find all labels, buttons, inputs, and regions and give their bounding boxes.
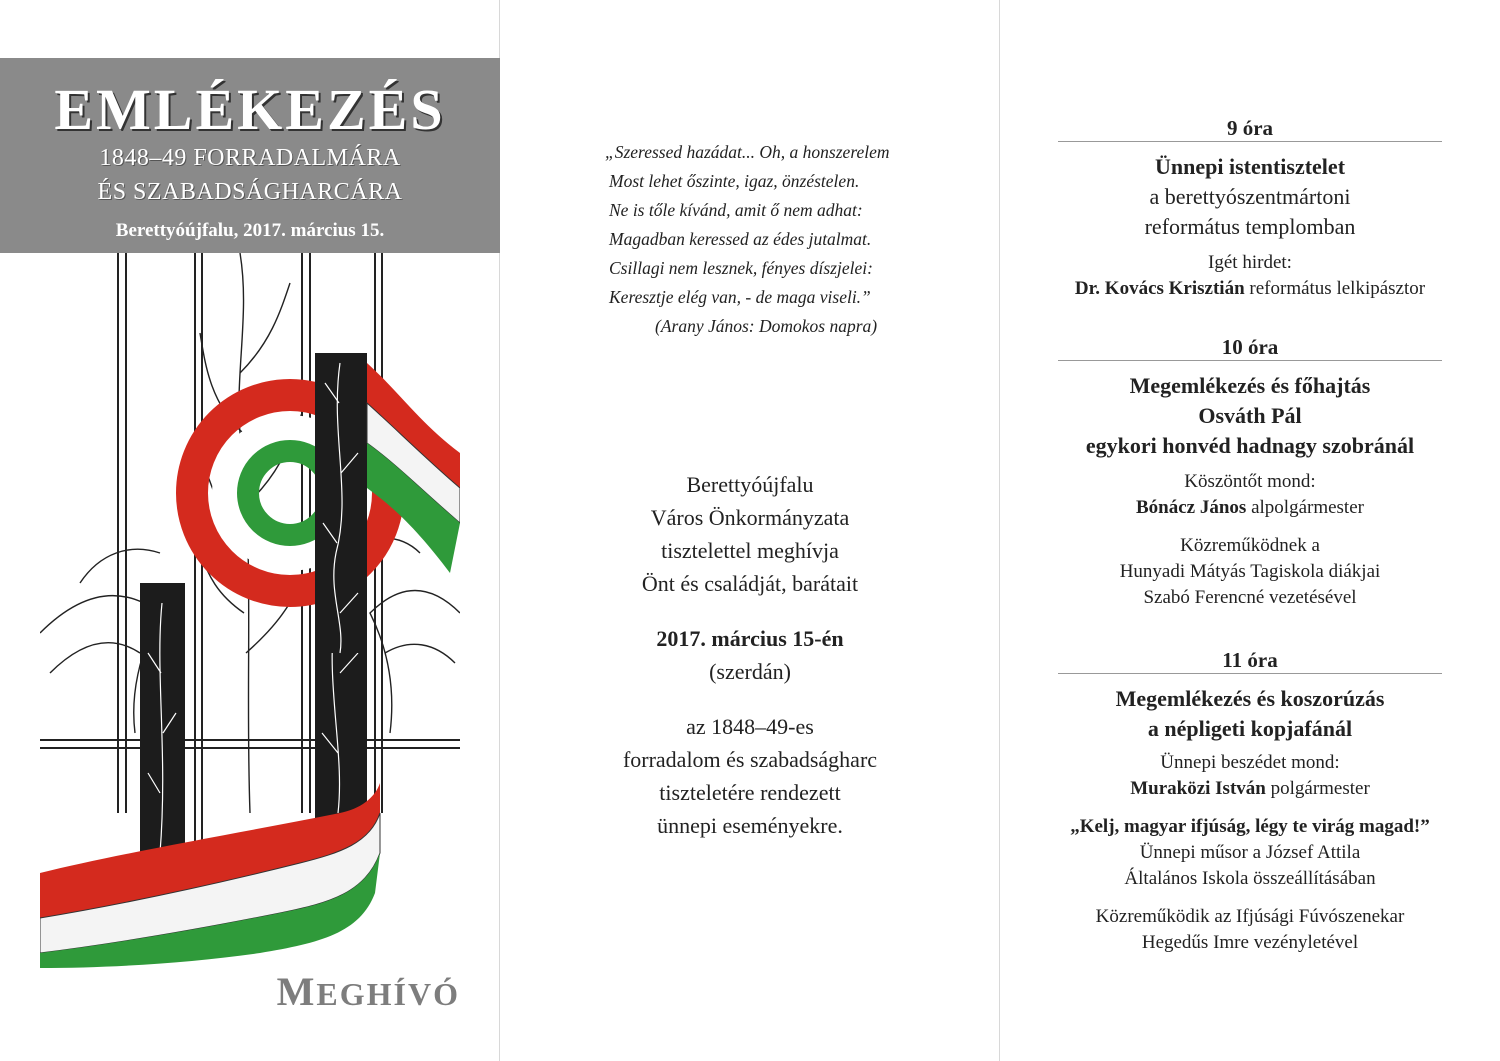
event-title: a népligeti kopjafánál: [1147, 716, 1353, 741]
event-title: Megemlékezés és koszorúzás: [1115, 686, 1385, 711]
cover-panel: [0, 0, 500, 1061]
invite-line: az 1848–49-es: [686, 714, 814, 739]
event-extra: Szabó Ferencné vezetésével: [1143, 587, 1357, 608]
event-time: 11 óra: [1058, 647, 1442, 674]
event-band: Közreműködik az Ifjúsági Fúvószenekar: [1095, 906, 1405, 927]
event-band: Hegedűs Imre vezényletével: [1141, 932, 1359, 953]
event-title: Osváth Pál: [1198, 403, 1302, 428]
main-title: EMLÉKEZÉS: [54, 77, 446, 142]
event-show: Általános Iskola összeállításában: [1124, 868, 1376, 889]
program-panel: [1000, 0, 1500, 1061]
invite-line: tiszteletére rendezett: [659, 780, 841, 805]
event-title: Ünnepi istentisztelet: [1154, 154, 1346, 179]
invite-line: Város Önkormányzata: [650, 505, 850, 530]
poem-line: Most lehet őszinte, igaz, önzéstelen.: [609, 171, 860, 191]
event-title: Megemlékezés és főhajtás: [1129, 373, 1371, 398]
poem-line: Magadban keressed az édes jutalmat.: [609, 229, 872, 249]
event-show: Ünnepi műsor a József Attila: [1139, 842, 1361, 863]
event-person-row: [1000, 495, 1500, 521]
event-role: Köszöntőt mond:: [1184, 471, 1316, 492]
event-title: egykori honvéd hadnagy szobránál: [1085, 433, 1415, 458]
event-person-title: alpolgármester: [1251, 497, 1364, 518]
event-person-row: [1000, 276, 1500, 302]
event-role: Igét hirdet:: [1208, 252, 1292, 273]
invite-line: Berettyóújfalu: [686, 472, 814, 497]
poem-line: Csillagi nem lesznek, fényes díszjelei:: [609, 258, 873, 278]
invitation-text: [500, 468, 1000, 842]
invitation-label-initial: M: [276, 969, 317, 1014]
invite-line: ünnepi eseményekre.: [657, 813, 843, 838]
cockade-illustration: [40, 253, 460, 968]
event-weekday: (szerdán): [709, 659, 791, 684]
invitation-panel: [500, 0, 1000, 1061]
event-person-row: [1000, 776, 1500, 802]
event-9: [1000, 115, 1500, 302]
event-time: 10 óra: [1058, 334, 1442, 361]
poem-line: „Szeressed hazádat... Oh, a honszerelem: [605, 142, 890, 162]
title-block: [0, 58, 500, 253]
event-person: Dr. Kovács Krisztián: [1074, 278, 1245, 299]
event-extra: Közreműködnek a: [1180, 535, 1320, 556]
event-person: Muraközi István: [1130, 778, 1266, 799]
invitation-label-rest: EGHÍVÓ: [316, 976, 460, 1012]
invite-line: forradalom és szabadságharc: [622, 747, 878, 772]
place-date: Berettyóújfalu, 2017. március 15.: [115, 220, 385, 241]
invite-line: Önt és családját, barátait: [641, 571, 859, 596]
event-person: Bónácz János: [1136, 497, 1247, 518]
event-quote: „Kelj, magyar ifjúság, légy te virág magad!”: [1070, 816, 1430, 837]
event-line: a berettyószentmártoni: [1149, 184, 1351, 209]
poem: [605, 138, 905, 341]
event-extra: Hunyadi Mátyás Tagiskola diákjai: [1119, 561, 1381, 582]
poem-line: Keresztje elég van, - de maga viseli.”: [609, 287, 871, 307]
event-time: 9 óra: [1058, 115, 1442, 142]
event-role: Ünnepi beszédet mond:: [1160, 752, 1340, 773]
poem-source: (Arany János: Domokos napra): [655, 316, 878, 336]
event-person-title: református lelkipásztor: [1249, 278, 1426, 299]
event-line: református templomban: [1144, 214, 1356, 239]
poem-line: Ne is tőle kívánd, amit ő nem adhat:: [609, 200, 863, 220]
invite-line: tisztelettel meghívja: [661, 538, 839, 563]
subtitle-line-2: ÉS SZABADSÁGHARCÁRA: [97, 179, 403, 205]
event-10: [1000, 334, 1500, 611]
event-person-title: polgármester: [1270, 778, 1370, 799]
invitation-label: [0, 968, 460, 1015]
event-date: 2017. március 15-én: [656, 626, 844, 651]
subtitle-line-1: 1848–49 FORRADALMÁRA: [99, 145, 401, 171]
event-11: [1000, 647, 1500, 956]
